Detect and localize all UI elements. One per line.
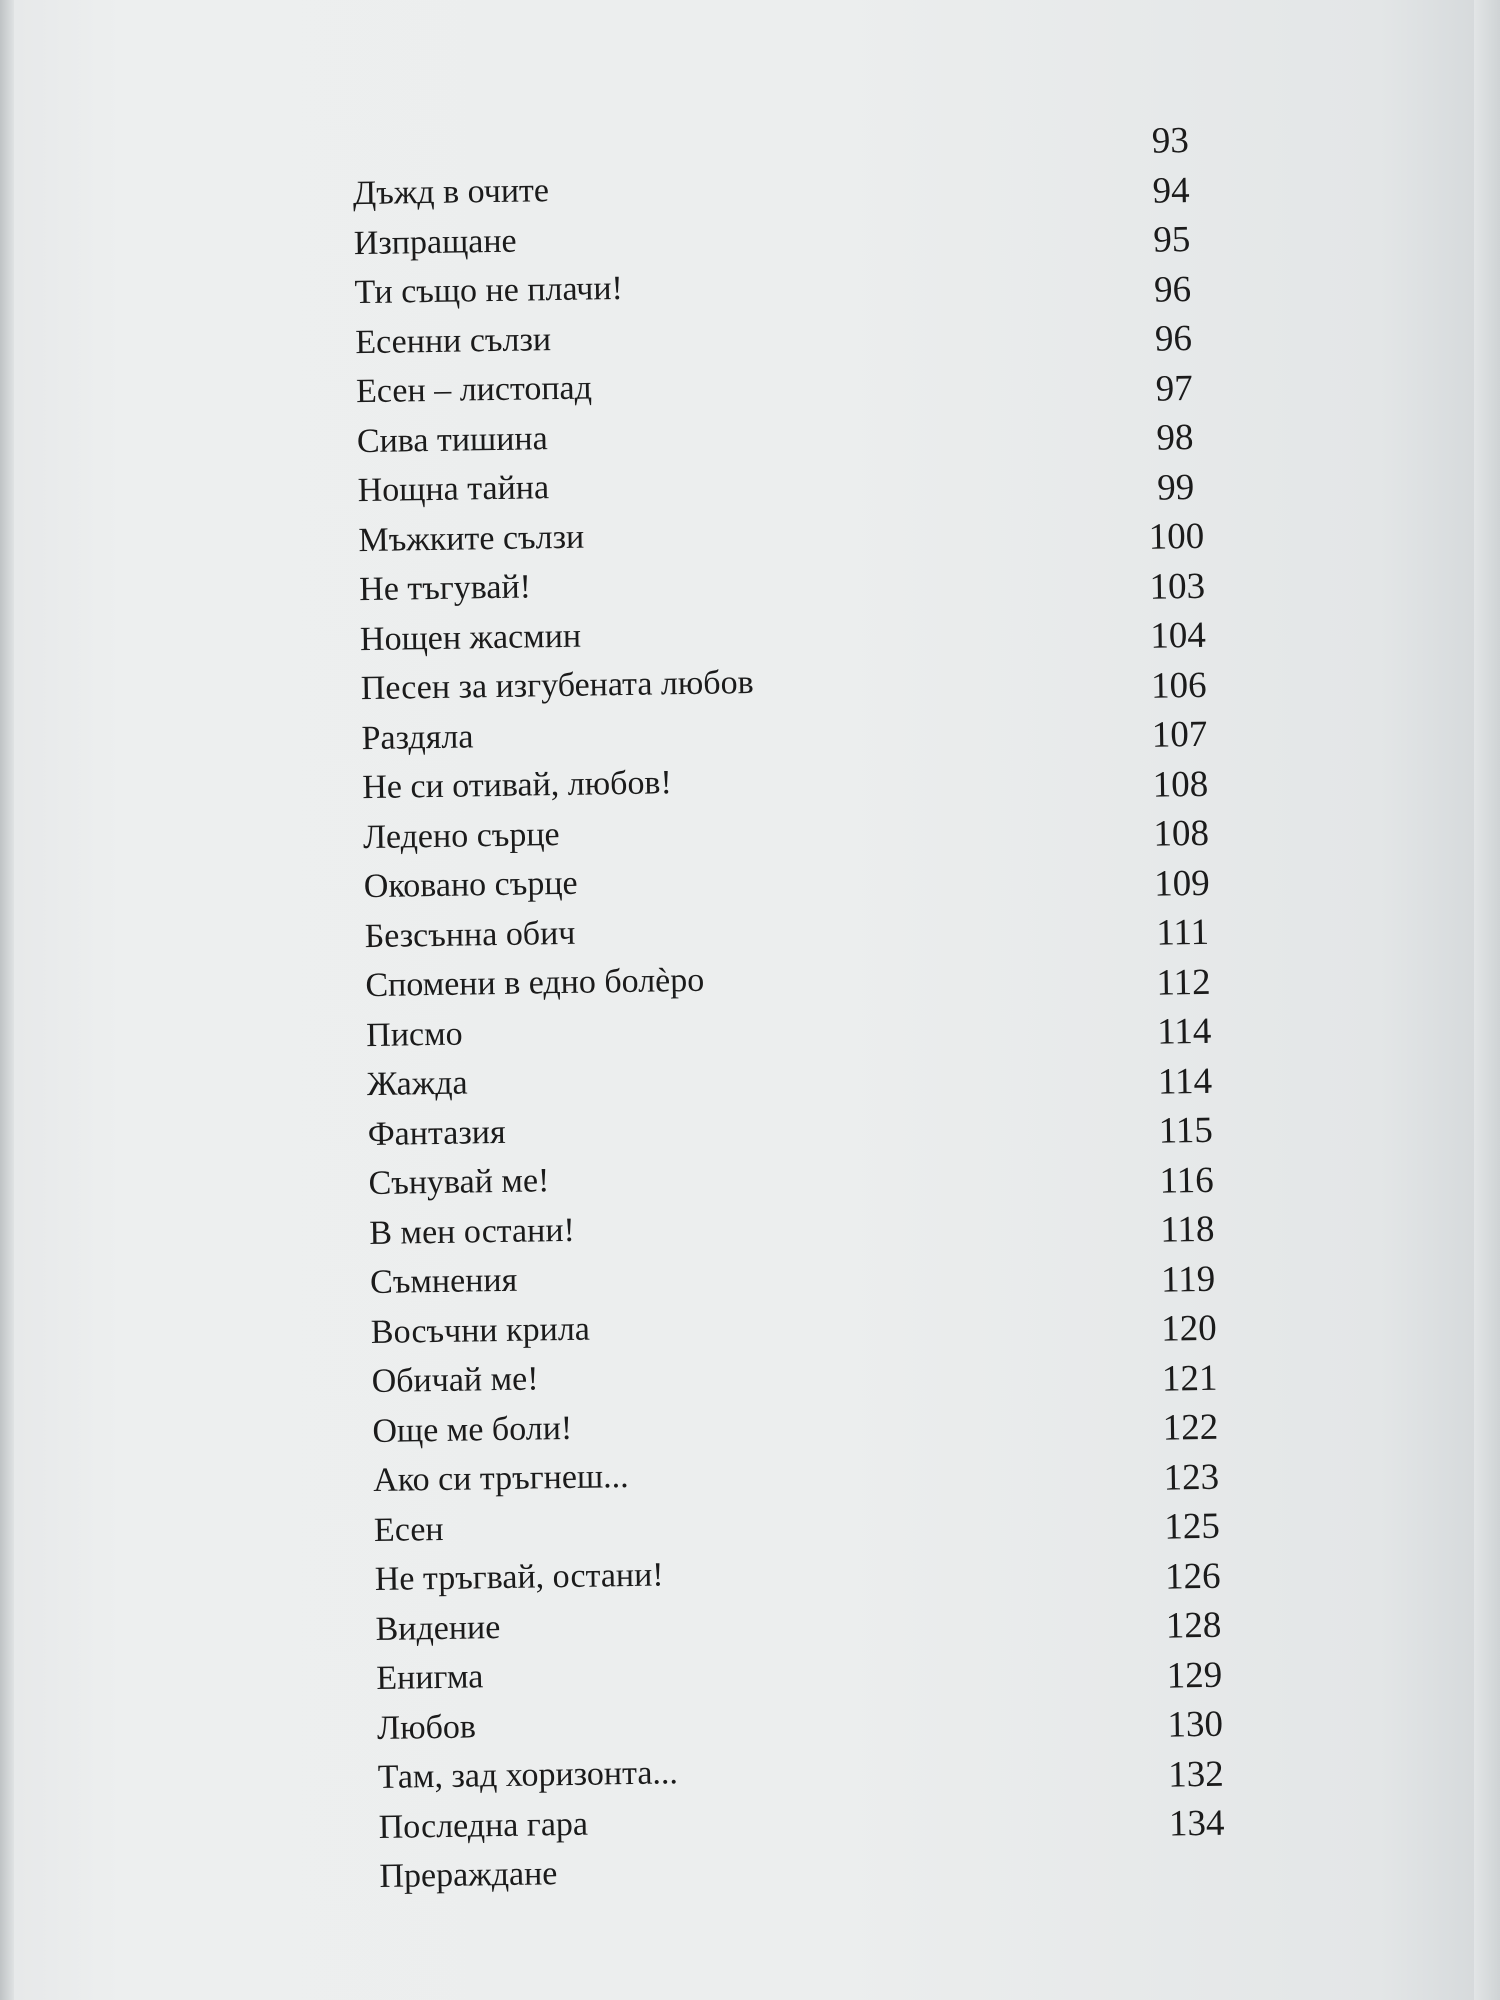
toc-title: Още ме боли!: [372, 1409, 573, 1450]
toc-page-number: 122: [1162, 1406, 1219, 1449]
toc-page-number: 107: [1151, 713, 1208, 756]
toc-title: Сива тишина: [356, 419, 548, 460]
toc-title: Песен за изгубената любов: [360, 663, 754, 708]
toc-page-number: 123: [1163, 1456, 1220, 1499]
toc-title: Видение: [375, 1608, 501, 1648]
toc-page-number: 119: [1160, 1258, 1216, 1301]
toc-page-number: 125: [1163, 1505, 1221, 1548]
toc-title: Ледено сърце: [362, 815, 560, 856]
toc-page-number: 109: [1153, 862, 1211, 905]
toc-title: Есенни сълзи: [355, 320, 552, 361]
toc-title: Прераждане: [379, 1855, 558, 1895]
toc-title: Не си отивай, любов!: [362, 764, 673, 807]
table-of-contents: [300, 115, 1288, 1930]
toc-page-number: 108: [1152, 763, 1209, 806]
toc-title: Нощна тайна: [357, 469, 550, 510]
toc-page-number: 129: [1166, 1654, 1223, 1697]
toc-page-number: 114: [1157, 1060, 1213, 1103]
toc-title: Дъжд в очите: [352, 172, 550, 213]
toc-title: Сънувай ме!: [368, 1162, 550, 1203]
toc-title: Изпращане: [353, 222, 517, 262]
toc-page-number: 114: [1156, 1010, 1212, 1053]
toc-page-number: 100: [1148, 515, 1205, 558]
toc-page-number: 93: [1151, 120, 1190, 162]
toc-page-number: 116: [1159, 1159, 1214, 1202]
toc-page-number: 99: [1156, 466, 1195, 509]
toc-page-number: 98: [1156, 417, 1194, 459]
toc-page-numbers-column: [1090, 115, 1277, 1850]
toc-page-number: 96: [1153, 268, 1192, 311]
toc-page-number: 134: [1168, 1802, 1225, 1845]
toc-page-number: 118: [1159, 1208, 1215, 1251]
toc-title: В мен остани!: [369, 1211, 576, 1252]
toc-title: Раздяла: [361, 717, 474, 757]
toc-page-number: 128: [1165, 1604, 1222, 1647]
toc-page-number: 97: [1155, 367, 1193, 410]
toc-title: Есен: [373, 1510, 444, 1549]
toc-page-number: 104: [1149, 614, 1207, 657]
toc-title: Восъчни крила: [370, 1310, 591, 1351]
toc-page-number: 112: [1156, 961, 1211, 1004]
toc-page-number: 121: [1161, 1357, 1218, 1400]
toc-titles-column: [353, 160, 940, 1901]
toc-title: Там, зад хоризонта...: [377, 1754, 679, 1796]
toc-page-number: 106: [1150, 664, 1207, 707]
toc-page-number: 111: [1156, 911, 1210, 954]
toc-title: Безсънна обич: [364, 914, 576, 955]
toc-title: Спомени в едно болѐро: [365, 961, 705, 1005]
toc-page-number: 96: [1154, 318, 1193, 360]
toc-page-number: 95: [1153, 219, 1191, 261]
toc-page-number: 108: [1153, 812, 1210, 855]
toc-title: Нощен жасмин: [359, 617, 582, 658]
toc-page-number: 132: [1167, 1753, 1225, 1796]
toc-title: Не тъгувай!: [358, 568, 532, 609]
toc-title: Мъжките сълзи: [358, 518, 585, 559]
toc-title: Жажда: [366, 1064, 468, 1104]
toc-title: Енигма: [376, 1658, 484, 1697]
toc-title: Съмнения: [369, 1261, 518, 1302]
toc-page-number: 130: [1167, 1703, 1224, 1746]
toc-title: Ти също не плачи!: [354, 269, 624, 312]
toc-page-number: 115: [1158, 1109, 1214, 1152]
toc-page-number: 126: [1164, 1555, 1221, 1598]
toc-title: Обичай ме!: [371, 1360, 539, 1401]
toc-title: Любов: [376, 1707, 477, 1747]
toc-page-number: 94: [1152, 169, 1190, 212]
toc-title: Оковано сърце: [363, 864, 578, 906]
toc-page-number: 103: [1149, 565, 1206, 608]
page-left-edge: [0, 0, 14, 2000]
toc-title: Есен – листопад: [355, 369, 593, 411]
toc-title: Ако си тръгнеш...: [372, 1458, 629, 1500]
toc-title: Не тръгвай, остани!: [374, 1556, 664, 1599]
toc-page-number: 120: [1160, 1307, 1218, 1350]
toc-title: Последна гара: [378, 1805, 589, 1846]
toc-title: Писмо: [365, 1015, 463, 1054]
page-right-edge: [1474, 0, 1500, 2000]
toc-title: Фантазия: [367, 1113, 506, 1153]
